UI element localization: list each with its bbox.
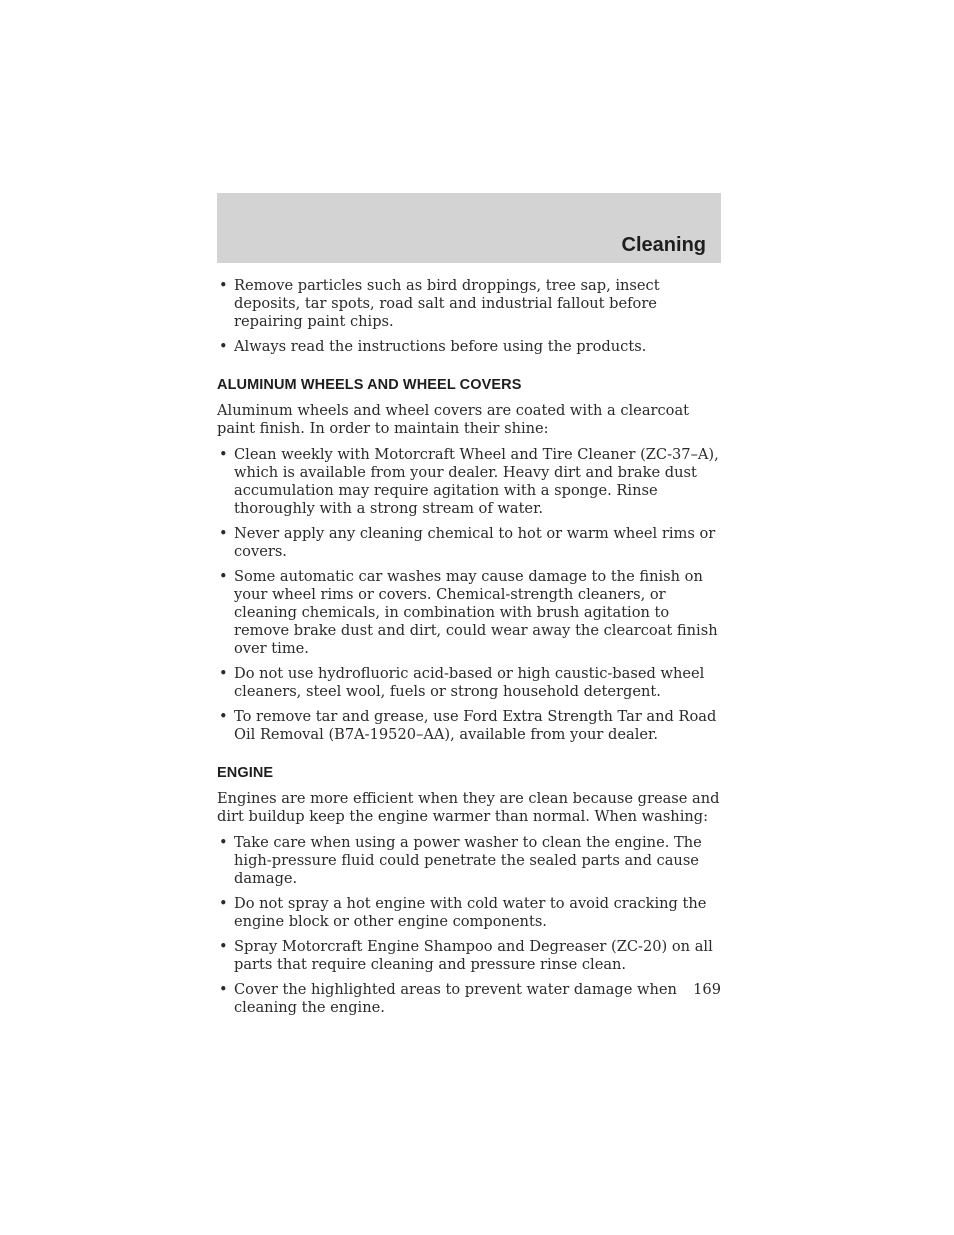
bullet-icon: •: [219, 665, 228, 682]
bullet-icon: •: [219, 834, 228, 851]
section-header-band: [217, 193, 721, 263]
list-item: • Some automatic car washes may cause damage to the finish on your wheel rims or covers. Chemical-strength cleaners, or cleaning chemicals, in combination with brush agitation to remove brake dust and dirt, could wear away the clearcoat finish over time.: [219, 568, 718, 657]
page-content: [217, 277, 721, 1024]
aluminum-bullet-list: [217, 446, 721, 744]
bullet-icon: •: [219, 446, 228, 463]
engine-paragraph: Engines are more efficient when they are clean because grease and dirt buildup keep the engine warmer than normal. When washing:: [217, 790, 720, 825]
list-item: • Do not use hydrofluoric acid-based or high caustic-based wheel cleaners, steel wool, fuels or strong household detergent.: [219, 665, 705, 700]
list-item: • Cover the highlighted areas to prevent water damage when cleaning the engine.: [219, 981, 677, 1016]
aluminum-wheels-heading: ALUMINUM WHEELS AND WHEEL COVERS: [217, 377, 522, 393]
engine-bullet-list: [217, 834, 721, 1017]
list-item: • Always read the instructions before using the products.: [219, 338, 647, 355]
bullet-icon: •: [219, 938, 228, 955]
list-item: • Remove particles such as bird droppings, tree sap, insect deposits, tar spots, road salt and industrial fallout before repairing paint chips.: [219, 277, 660, 330]
section-title: Cleaning: [621, 234, 706, 256]
bullet-icon: •: [219, 277, 228, 294]
list-item: • To remove tar and grease, use Ford Extra Strength Tar and Road Oil Removal (B7A-19520–AA), available from your dealer.: [219, 708, 717, 743]
bullet-icon: •: [219, 338, 228, 355]
list-item: • Clean weekly with Motorcraft Wheel and Tire Cleaner (ZC-37–A), which is available from your dealer. Heavy dirt and brake dust accumulation may require agitation with a sponge. Rinse thoroughly with a strong stream of water.: [219, 446, 719, 517]
engine-heading: ENGINE: [217, 765, 274, 781]
list-item: • Never apply any cleaning chemical to hot or warm wheel rims or covers.: [219, 525, 716, 560]
list-item: • Spray Motorcraft Engine Shampoo and Degreaser (ZC-20) on all parts that require cleaning and pressure rinse clean.: [219, 938, 713, 973]
bullet-icon: •: [219, 981, 228, 998]
bullet-icon: •: [219, 525, 228, 542]
intro-bullet-list: [217, 277, 721, 356]
bullet-icon: •: [219, 568, 228, 585]
bullet-icon: •: [219, 895, 228, 912]
list-item: • Take care when using a power washer to clean the engine. The high-pressure fluid could penetrate the sealed parts and cause damage.: [219, 834, 702, 887]
list-item: • Do not spray a hot engine with cold water to avoid cracking the engine block or other engine components.: [219, 895, 707, 930]
page-number: 169: [693, 981, 721, 998]
aluminum-wheels-paragraph: Aluminum wheels and wheel covers are coated with a clearcoat paint finish. In order to maintain their shine:: [217, 402, 690, 437]
bullet-icon: •: [219, 708, 228, 725]
